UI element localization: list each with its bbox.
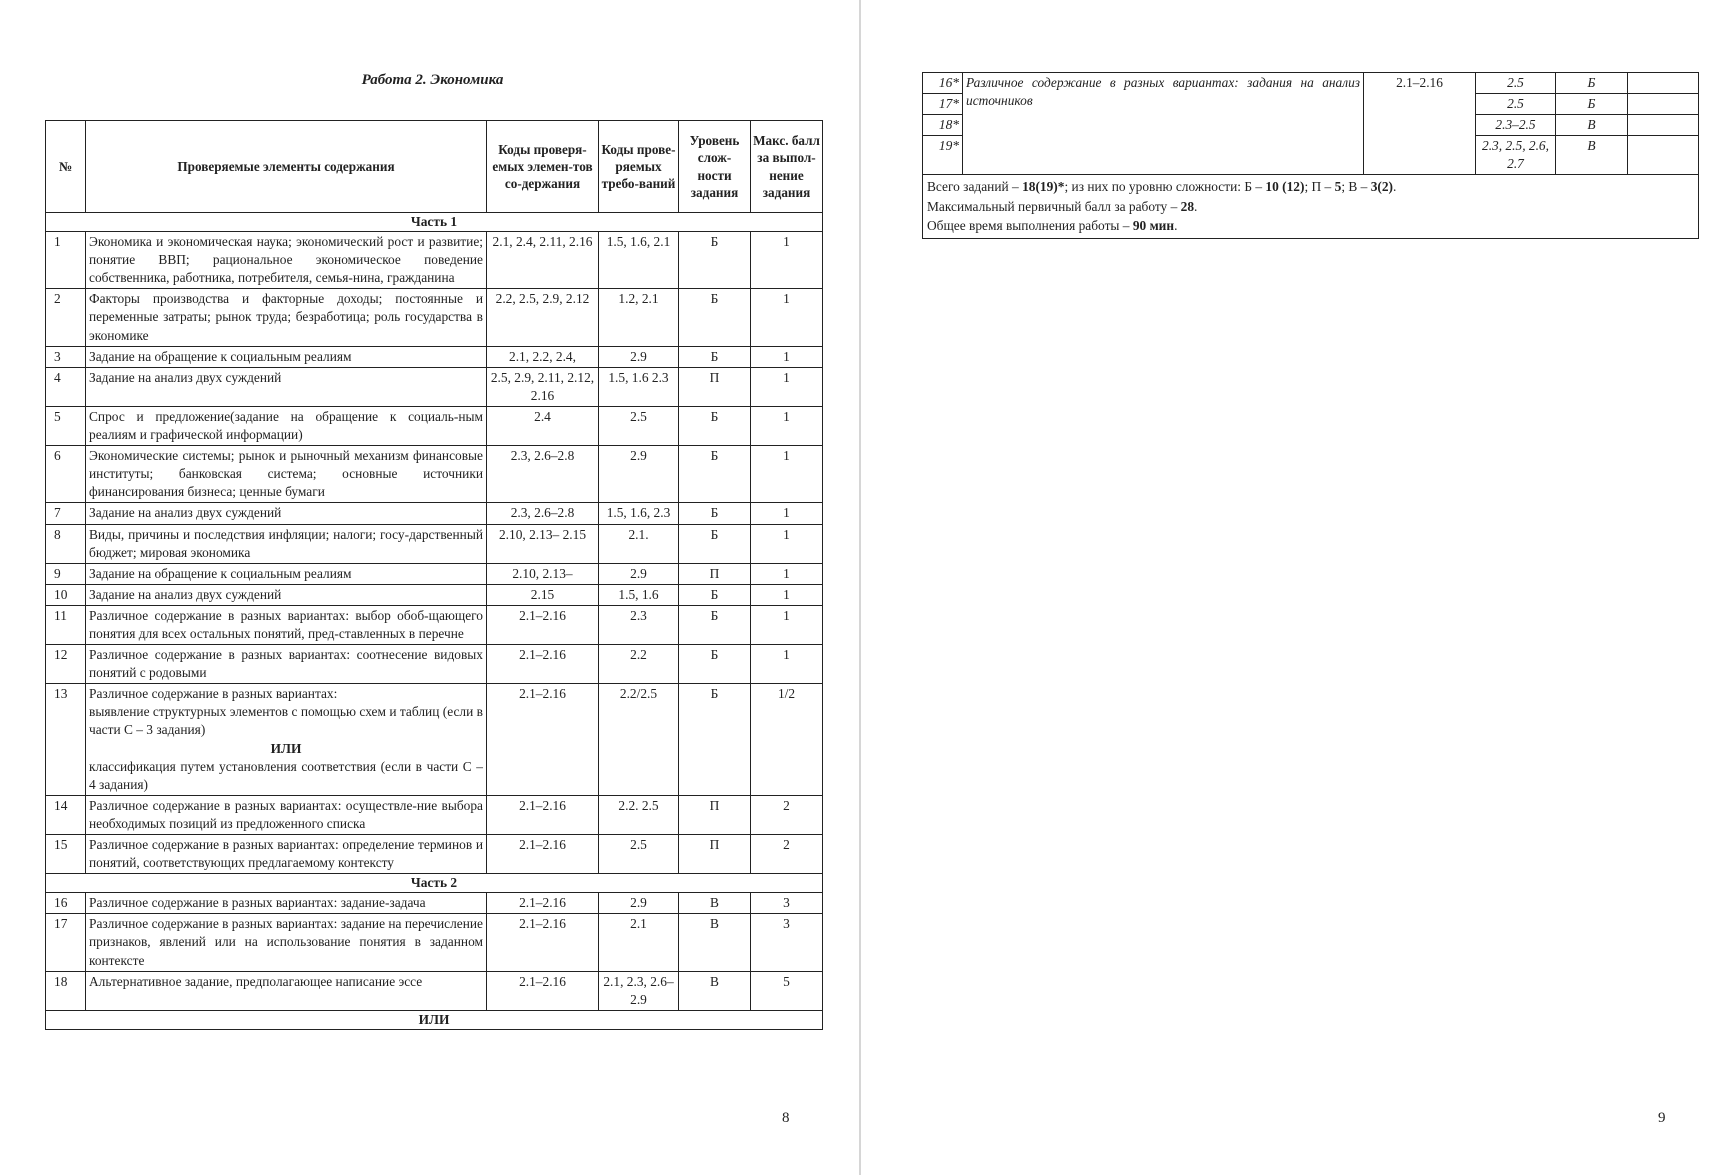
row-max — [1628, 115, 1699, 136]
table-row — [46, 503, 823, 524]
row-codes: 2.3, 2.6–2.8 — [487, 503, 599, 524]
row13-line2: выявление структурных элементов с помощью схем и таблиц (если в части С – 3 задания) — [89, 704, 483, 738]
row-content: Факторы производства и факторные доходы; постоянные и переменные затраты; рынок труда; безработица; роль государства в экономике — [86, 289, 487, 346]
row-num: 18* — [923, 115, 963, 136]
row-req: 2.9 — [599, 563, 679, 584]
row-max: 1/2 — [751, 684, 823, 796]
merged-codes: 2.1–2.16 — [1364, 73, 1476, 175]
table-row — [46, 232, 823, 289]
row-num: 2 — [46, 289, 86, 346]
row-codes: 2.5, 2.9, 2.11, 2.12, 2.16 — [487, 367, 599, 406]
row-level: П — [679, 563, 751, 584]
row-max: 2 — [751, 795, 823, 834]
row-max: 1 — [751, 406, 823, 445]
row-req: 2.5 — [599, 406, 679, 445]
row-max — [1628, 73, 1699, 94]
table-row — [46, 446, 823, 503]
section-part2 — [46, 874, 823, 893]
table-row — [46, 684, 823, 796]
row-content — [86, 684, 487, 796]
section-part2-label: Часть 2 — [46, 874, 823, 893]
row-level: П — [679, 367, 751, 406]
row-num: 15 — [46, 835, 86, 874]
row-max: 1 — [751, 346, 823, 367]
row-content: Различное содержание в разных вариантах: осуществле-ние выбора необходимых позиций из предложенного списка — [86, 795, 487, 834]
section-part1 — [46, 213, 823, 232]
row-content: Виды, причины и последствия инфляции; налоги; госу-дарственный бюджет; мировая экономика — [86, 524, 487, 563]
row-content: Задание на обращение к социальным реалиям — [86, 346, 487, 367]
summary-max-score: Максимальный первичный балл за работу – 28. — [927, 198, 1198, 214]
row-num: 18 — [46, 971, 86, 1010]
row-max: 3 — [751, 914, 823, 971]
row-req: 1.2, 2.1 — [599, 289, 679, 346]
row-level: П — [679, 795, 751, 834]
row-max: 3 — [751, 893, 823, 914]
row-max: 5 — [751, 971, 823, 1010]
row-num: 6 — [46, 446, 86, 503]
table-row — [46, 645, 823, 684]
merged-content: Различное содержание в разных вариантах: задания на анализ источников — [963, 73, 1364, 175]
continuation-table — [922, 72, 1699, 239]
row-codes: 2.1–2.16 — [487, 914, 599, 971]
row-codes: 2.3, 2.6–2.8 — [487, 446, 599, 503]
row-level: Б — [679, 346, 751, 367]
row13-line3: классификация путем установления соответствия (если в части С – 4 задания) — [89, 758, 483, 792]
row-codes: 2.1, 2.4, 2.11, 2.16 — [487, 232, 599, 289]
row-req: 2.1. — [599, 524, 679, 563]
row-num: 19* — [923, 136, 963, 175]
header-num: № — [46, 121, 86, 213]
header-codes: Коды проверя-емых элемен-тов со-держания — [487, 121, 599, 213]
row-req: 2.9 — [599, 446, 679, 503]
row-level: В — [679, 914, 751, 971]
page-divider — [859, 0, 861, 1175]
row-level: Б — [679, 684, 751, 796]
row-num: 16* — [923, 73, 963, 94]
page-number-right: 9 — [1658, 1110, 1666, 1126]
row-content: Задание на обращение к социальным реалиям — [86, 563, 487, 584]
row-num: 12 — [46, 645, 86, 684]
header-req: Коды прове-ряемых требо-ваний — [599, 121, 679, 213]
row-codes: 2.1–2.16 — [487, 684, 599, 796]
row-content: Различное содержание в разных вариантах: определение терминов и понятий, соответствующих предлагаемому контексту — [86, 835, 487, 874]
row-content: Спрос и предложение(задание на обращение к социаль-ным реалиям и графической информации) — [86, 406, 487, 445]
row-num: 10 — [46, 584, 86, 605]
row-content: Альтернативное задание, предполагающее написание эссе — [86, 971, 487, 1010]
row13-or: ИЛИ — [270, 740, 302, 756]
table-header-row — [46, 121, 823, 213]
row-codes: 2.1, 2.2, 2.4, — [487, 346, 599, 367]
row-content: Различное содержание в разных вариантах: выбор обоб-щающего понятия для всех остальных понятий, пред-ставленных в перечне — [86, 605, 487, 644]
row-content: Различное содержание в разных вариантах: задание на перечисление признаков, явлений или на использование понятия в заданном контексте — [86, 914, 487, 971]
row-num: 17 — [46, 914, 86, 971]
table-row — [46, 346, 823, 367]
row-num: 16 — [46, 893, 86, 914]
row-level: В — [679, 893, 751, 914]
row-req: 2.3 — [599, 605, 679, 644]
row-level: Б — [679, 605, 751, 644]
section-or-label: ИЛИ — [46, 1010, 823, 1029]
row-level: Б — [679, 645, 751, 684]
table-row — [46, 605, 823, 644]
row-codes: 2.1–2.16 — [487, 645, 599, 684]
row-num: 5 — [46, 406, 86, 445]
header-content: Проверяемые элементы содержания — [86, 121, 487, 213]
content-table — [45, 120, 823, 1030]
row-level: Б — [679, 289, 751, 346]
table-row — [46, 563, 823, 584]
row-level: Б — [1556, 73, 1628, 94]
table-row — [46, 289, 823, 346]
row-codes: 2.15 — [487, 584, 599, 605]
header-level: Уровень слож-ности задания — [679, 121, 751, 213]
summary-row — [923, 175, 1699, 238]
row-req: 2.9 — [599, 346, 679, 367]
summary-cell — [923, 175, 1699, 238]
row-num: 3 — [46, 346, 86, 367]
summary-time: Общее время выполнения работы – 90 мин. — [927, 218, 1178, 234]
table-row — [46, 584, 823, 605]
row-content: Задание на анализ двух суждений — [86, 367, 487, 406]
row-codes: 2.1–2.16 — [487, 795, 599, 834]
row-num: 8 — [46, 524, 86, 563]
table-row — [46, 914, 823, 971]
table-row — [46, 406, 823, 445]
row-content: Различное содержание в разных вариантах: соотнесение видовых понятий с родовыми — [86, 645, 487, 684]
row-req: 2.1, 2.3, 2.6–2.9 — [599, 971, 679, 1010]
row-level: Б — [679, 406, 751, 445]
row-num: 7 — [46, 503, 86, 524]
row-level: Б — [679, 524, 751, 563]
row-content: Экономические системы; рынок и рыночный механизм финансовые институты; банковская система; основные источники финансирования бизнеса; ценные бумаги — [86, 446, 487, 503]
part1-label: Часть 1 — [46, 213, 823, 232]
row-level: Б — [679, 446, 751, 503]
summary-total: Всего заданий – 18(19)*; из них по уровню сложности: Б – 10 (12); П – 5; В – 3(2). — [927, 179, 1397, 195]
row-max: 1 — [751, 289, 823, 346]
row-max: 1 — [751, 503, 823, 524]
row-level: Б — [679, 232, 751, 289]
table-row — [46, 893, 823, 914]
row-codes: 2.1–2.16 — [487, 893, 599, 914]
row-num: 13 — [46, 684, 86, 796]
row-level: П — [679, 835, 751, 874]
table-row — [46, 971, 823, 1010]
header-max: Макс. балл за выпол-нение задания — [751, 121, 823, 213]
row-num: 4 — [46, 367, 86, 406]
row-req: 1.5, 1.6, 2.1 — [599, 232, 679, 289]
row-num: 11 — [46, 605, 86, 644]
row-codes: 2.1–2.16 — [487, 605, 599, 644]
row-req: 2.3–2.5 — [1476, 115, 1556, 136]
row-codes: 2.10, 2.13– — [487, 563, 599, 584]
row-content: Задание на анализ двух суждений — [86, 503, 487, 524]
row-level: В — [1556, 136, 1628, 175]
row-req: 2.1 — [599, 914, 679, 971]
row-content: Экономика и экономическая наука; экономический рост и развитие; понятие ВВП; рациональное экономическое поведение собственника, работника, потребителя, семья-нина, гражданина — [86, 232, 487, 289]
row-level: Б — [679, 503, 751, 524]
row-req: 2.2. 2.5 — [599, 795, 679, 834]
row-content: Задание на анализ двух суждений — [86, 584, 487, 605]
row-req: 1.5, 1.6 — [599, 584, 679, 605]
row-req: 1.5, 1.6 2.3 — [599, 367, 679, 406]
row-codes: 2.1–2.16 — [487, 971, 599, 1010]
table-row — [46, 367, 823, 406]
row-max — [1628, 94, 1699, 115]
table-row — [46, 524, 823, 563]
row-level: В — [1556, 115, 1628, 136]
row-max: 1 — [751, 584, 823, 605]
row-level: В — [679, 971, 751, 1010]
table-row — [923, 73, 1699, 94]
row-level: Б — [1556, 94, 1628, 115]
row-codes: 2.1–2.16 — [487, 835, 599, 874]
row-req: 2.5 — [1476, 94, 1556, 115]
row-content: Различное содержание в разных вариантах: задание-задача — [86, 893, 487, 914]
row-req: 2.2 — [599, 645, 679, 684]
row-max: 1 — [751, 563, 823, 584]
row-req: 2.3, 2.5, 2.6, 2.7 — [1476, 136, 1556, 175]
page-number-left: 8 — [782, 1110, 790, 1126]
row-max: 1 — [751, 446, 823, 503]
row-max: 1 — [751, 367, 823, 406]
row13-line1: Различное содержание в разных вариантах: — [89, 686, 338, 702]
row-codes: 2.2, 2.5, 2.9, 2.12 — [487, 289, 599, 346]
row-req: 1.5, 1.6, 2.3 — [599, 503, 679, 524]
row-req: 2.5 — [1476, 73, 1556, 94]
section-or — [46, 1010, 823, 1029]
row-max — [1628, 136, 1699, 175]
row-codes: 2.4 — [487, 406, 599, 445]
row-num: 9 — [46, 563, 86, 584]
row-num: 17* — [923, 94, 963, 115]
row-max: 1 — [751, 645, 823, 684]
row-max: 2 — [751, 835, 823, 874]
row-max: 1 — [751, 232, 823, 289]
row-max: 1 — [751, 524, 823, 563]
row-req: 2.9 — [599, 893, 679, 914]
page-title: Работа 2. Экономика — [361, 72, 504, 88]
table-row — [46, 795, 823, 834]
row-req: 2.2/2.5 — [599, 684, 679, 796]
row-max: 1 — [751, 605, 823, 644]
row-num: 14 — [46, 795, 86, 834]
table-row — [46, 835, 823, 874]
row-codes: 2.10, 2.13– 2.15 — [487, 524, 599, 563]
row-num: 1 — [46, 232, 86, 289]
row-req: 2.5 — [599, 835, 679, 874]
row-level: Б — [679, 584, 751, 605]
